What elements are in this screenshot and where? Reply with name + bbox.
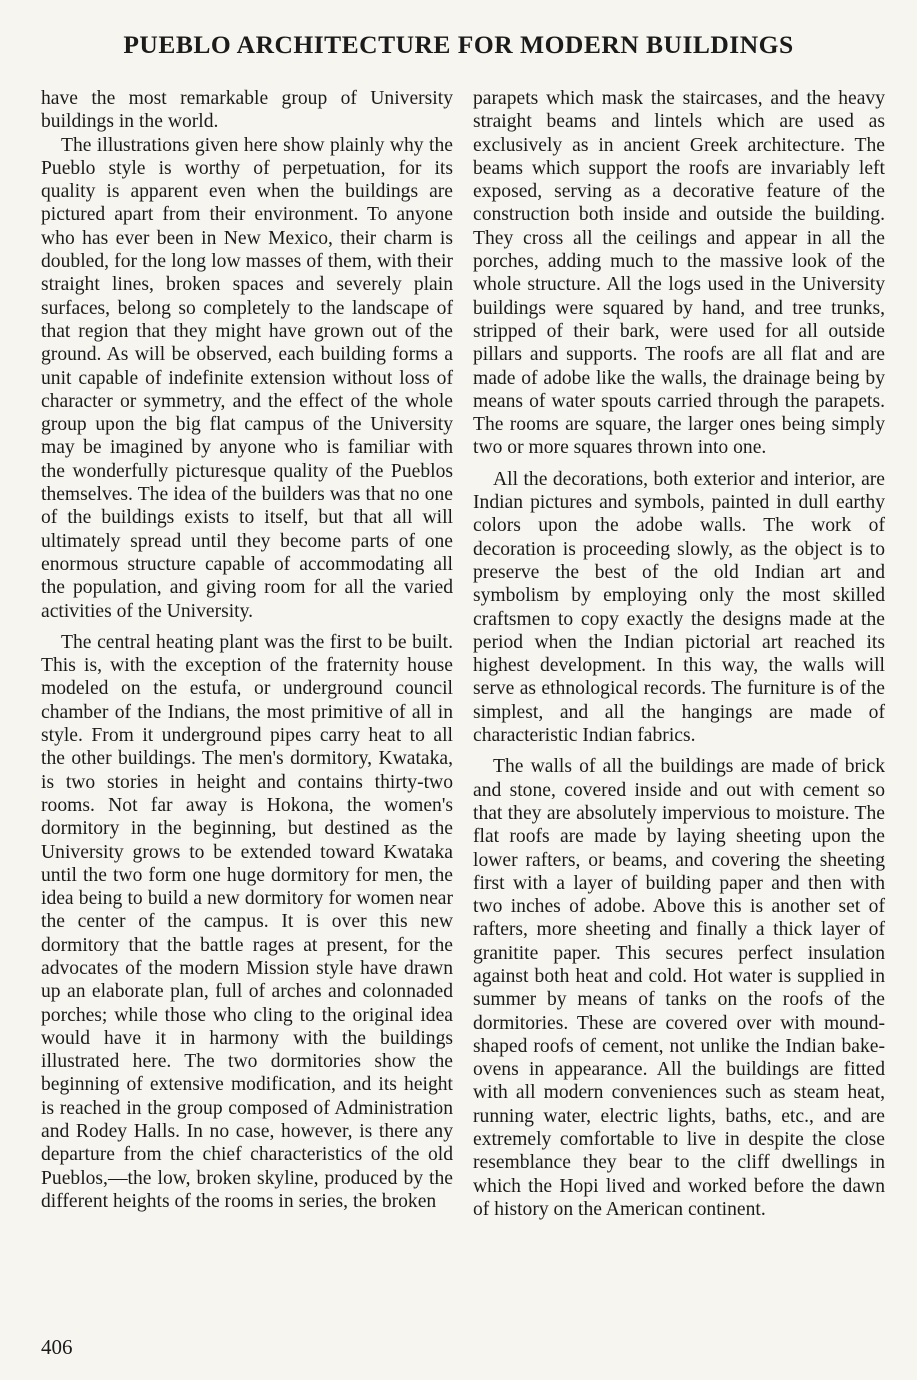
left-column <box>41 87 453 1213</box>
left-paragraph-3: The central heating plant was the first to be built. This is, with the exception of the fraternity house modeled on the estufa, or underground council chamber of the Indians, the most primitive of all in style. From it underground pipes carry heat to all the other buildings. The men's dormitory, Kwataka, is two stories in height and contains thirty-two rooms. Not far away is Hokona, the women's dormitory in the beginning, but destined as the University grows to be extended toward Kwataka until the two form one huge dormitory for men, the idea being to build a new dormitory for women near the center of the campus. It is over this new dormitory that the battle rages at present, for the advocates of the modern Mission style have drawn up an elaborate plan, full of arches and colonnaded porches; while those who cling to the original idea would have it in harmony with the buildings illustrated here. The two dormitories show the beginning of extensive modification, and its height is reached in the group composed of Administration and Rodey Halls. In no case, however, is there any departure from the chief characteristics of the old Pueblos,—the low, broken skyline, produced by the different heights of the rooms in series, the broken <box>41 631 453 1212</box>
left-paragraph-2: The illustrations given here show plainly why the Pueblo style is worthy of perpetuation, for its quality is apparent even when the buildings are pictured apart from their environment. To anyone who has ever been in New Mexico, their charm is doubled, for the long low masses of them, with their straight lines, broken spaces and severely plain surfaces, belong so completely to the landscape of that region that they might have grown out of the ground. As will be observed, each building forms a unit capable of indefinite extension without loss of character or symmetry, and the effect of the whole group upon the big flat campus of the University may be imagined by anyone who is familiar with the wonderfully picturesque quality of the Pueblos themselves. The idea of the builders was that no one of the buildings exists to itself, but that all will ultimately spread until they become parts of one enormous structure capable of accommodating all the population, and giving room for all the varied activities of the University. <box>41 134 453 622</box>
left-paragraph-1: have the most remarkable group of University buildings in the world. <box>41 88 453 133</box>
right-paragraph-2: All the decorations, both exterior and interior, are Indian pictures and symbols, painted in dull earthy colors upon the adobe walls. The work of decoration is proceeding slowly, as the object is to preserve the best of the old Indian art and symbolism by employing only the most skilled craftsmen to copy exactly the designs made at the period when the Indian pictorial art reached its highest development. In this way, the walls will serve as ethnological records. The furniture is of the simplest, and all the hangings are made of characteristic Indian fabrics. <box>473 468 885 747</box>
page-number: 406 <box>41 1335 73 1359</box>
page-header: PUEBLO ARCHITECTURE FOR MODERN BUILDINGS <box>123 30 794 59</box>
right-paragraph-1: parapets which mask the staircases, and the heavy straight beams and lintels which are used as exclusively as in ancient Greek architecture. The beams which support the roofs are invariably left exposed, serving as a decorative feature of the construction both inside and outside the building. They cross all the ceilings and appear in all the porches, adding much to the massive look of the whole structure. All the logs used in the University buildings were squared by hand, and tree trunks, stripped of their bark, were used for all outside pillars and supports. The roofs are all flat and are made of adobe like the walls, the drainage being by means of water spouts carried through the parapets. The rooms are square, the larger ones being simply two or more squares thrown into one. <box>473 88 885 459</box>
right-column <box>473 87 885 1221</box>
right-paragraph-3: The walls of all the buildings are made of brick and stone, covered inside and out with cement so that they are absolutely impervious to moisture. The flat roofs are made by laying sheeting upon the lower rafters, or beams, and covering the sheeting first with a layer of building paper and then with two inches of adobe. Above this is another set of rafters, more sheeting and finally a thick layer of granitite paper. This secures perfect insulation against both heat and cold. Hot water is supplied in summer by means of tanks on the roofs of the dormitories. These are covered over with mound-shaped roofs of cement, not unlike the Indian bake-ovens in appearance. All the buildings are fitted with all modern conveniences such as steam heat, running water, electric lights, baths, etc., and are extremely comfortable to live in despite the close resemblance they bear to the cliff dwellings in which the Hopi lived and worked before the dawn of history on the American continent. <box>473 756 885 1220</box>
